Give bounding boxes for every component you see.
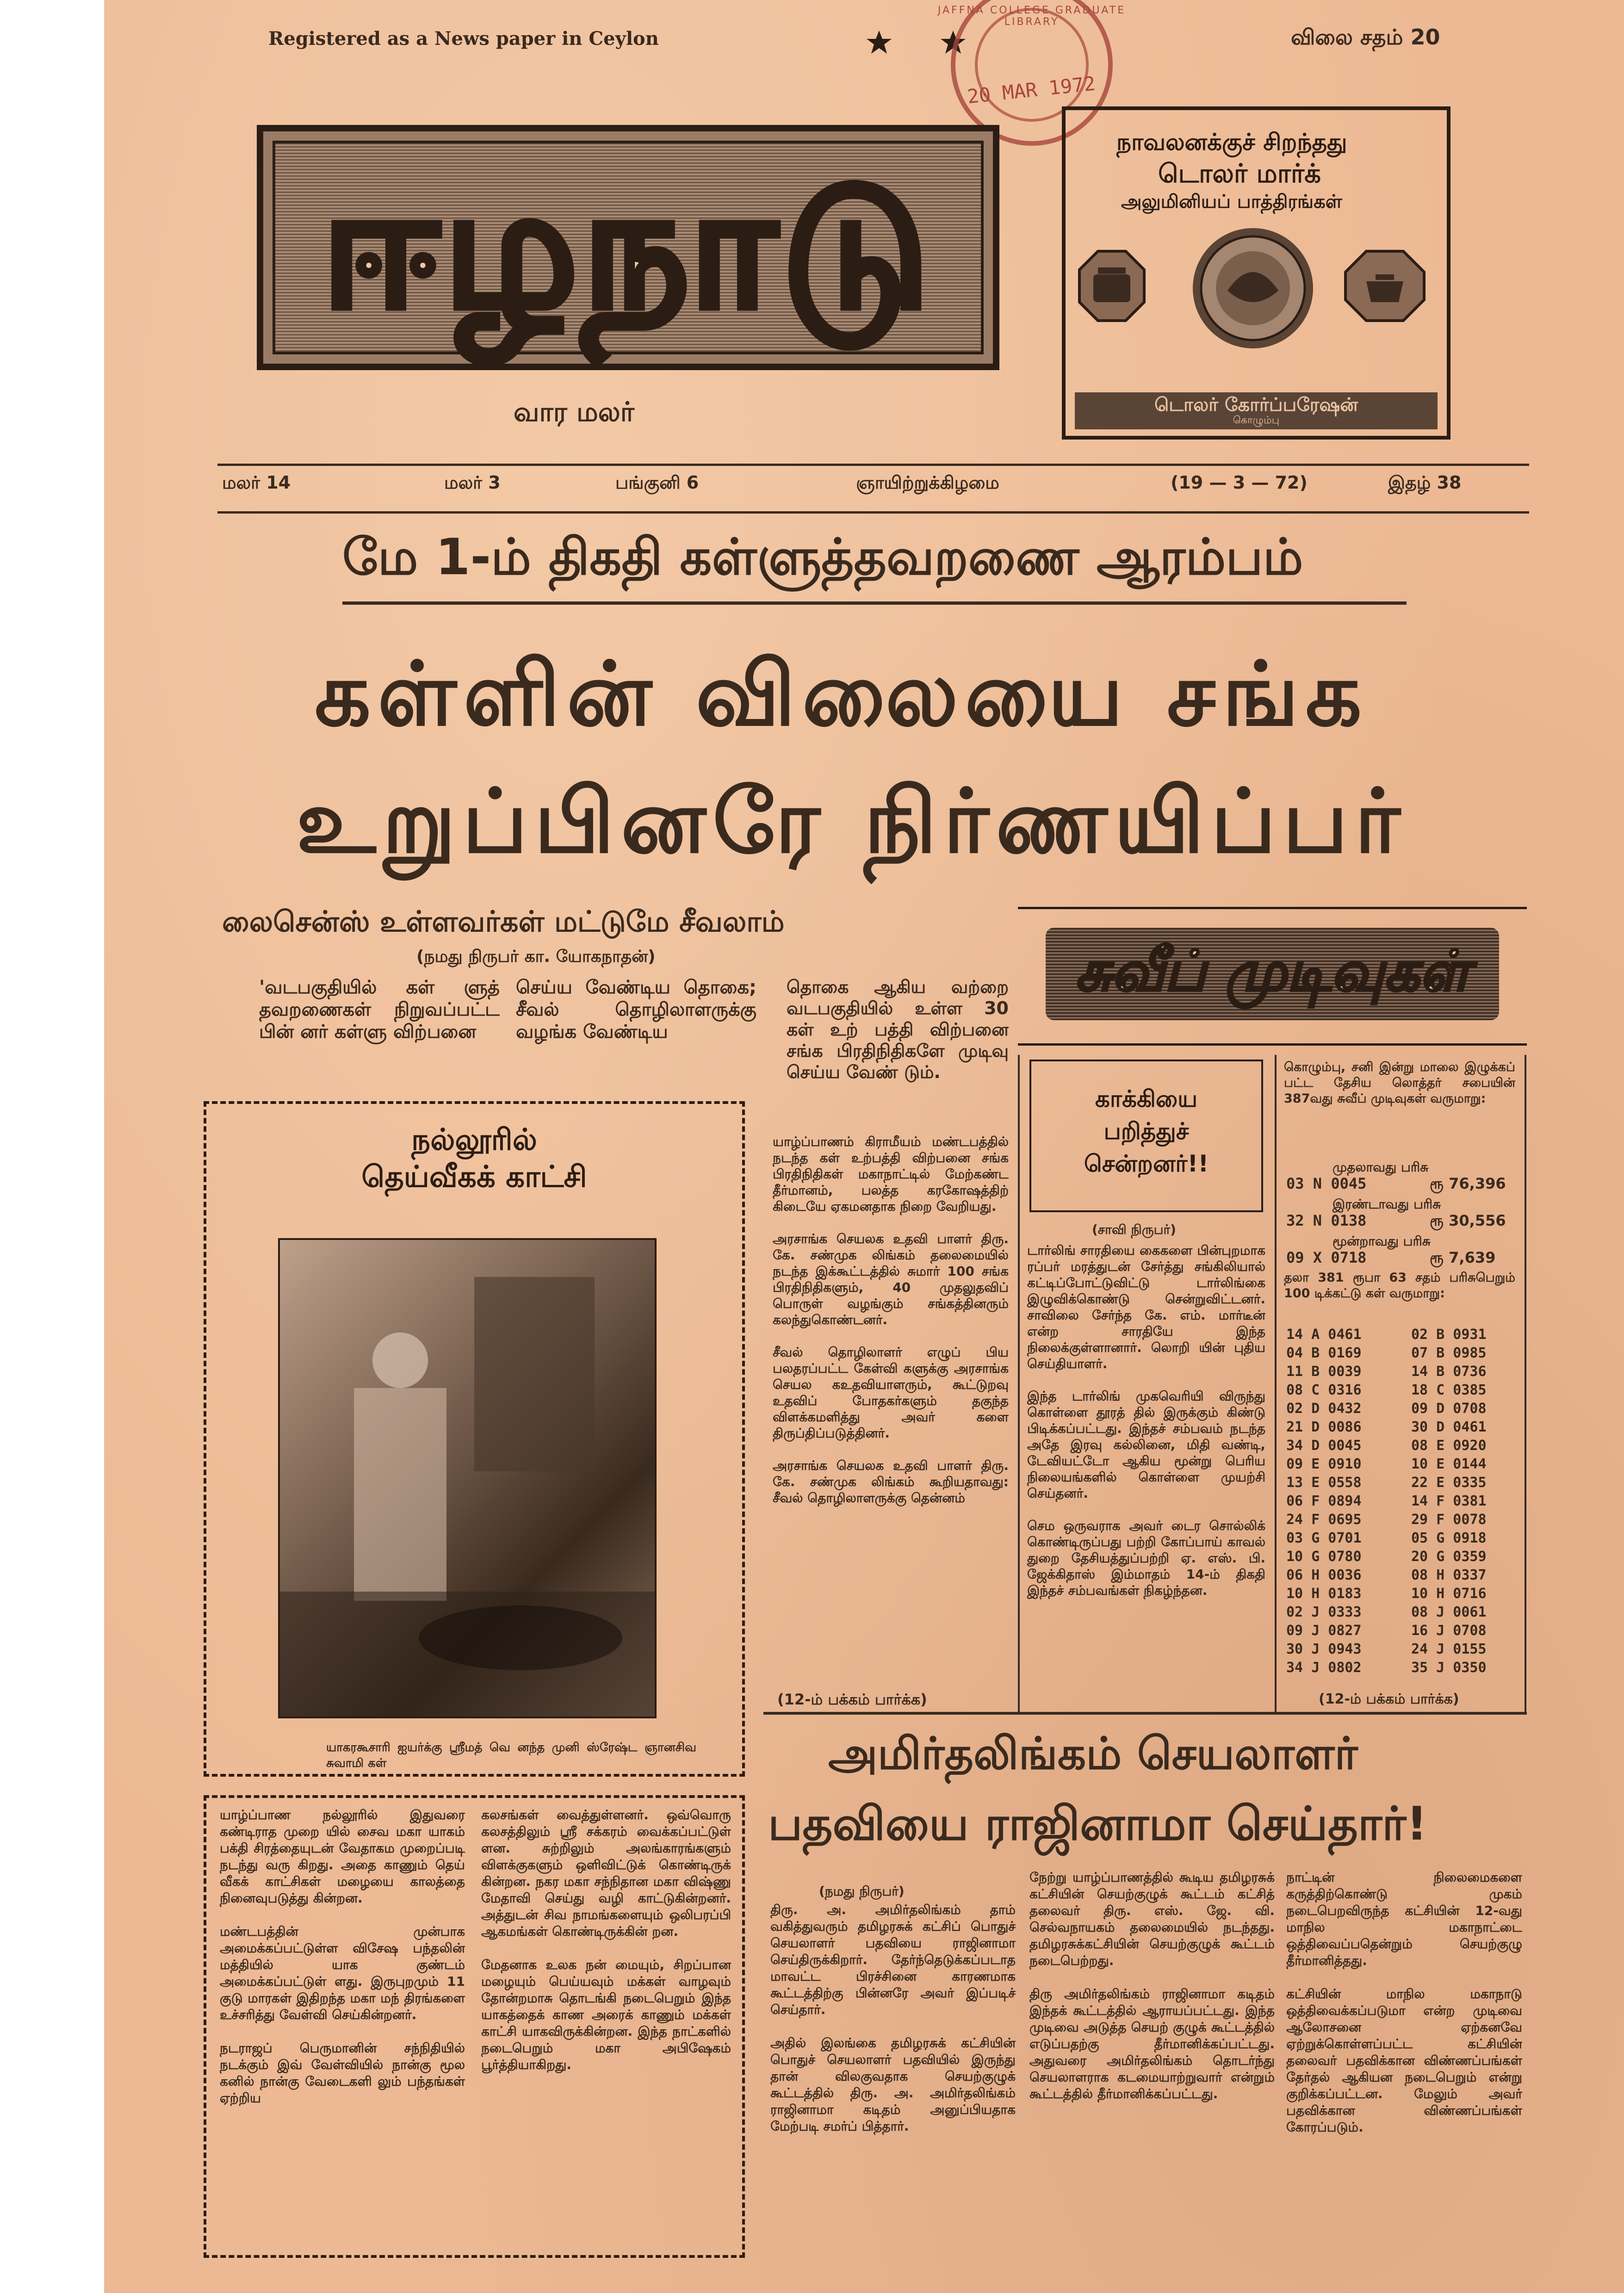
first-prize-label: முதலாவது பரிசு (1333, 1159, 1429, 1175)
winner-number: 02 D 0432 (1286, 1401, 1362, 1417)
dateline-top-rule (217, 464, 1529, 466)
winner-number: 02 J 0333 (1286, 1604, 1362, 1620)
winner-number: 24 F 0695 (1286, 1512, 1362, 1528)
robbery-title-line3: சென்றனர்!! (1084, 1150, 1209, 1177)
winner-number: 24 J 0155 (1411, 1641, 1487, 1657)
winner-row (1286, 1585, 1518, 1603)
winner-number: 21 D 0086 (1286, 1419, 1362, 1435)
dateline-month: பங்குனி 6 (615, 472, 699, 493)
column-rule-left (1018, 1055, 1020, 1712)
winner-number: 30 J 0943 (1286, 1641, 1362, 1657)
winner-number: 13 E 0558 (1286, 1475, 1362, 1491)
winner-number: 02 B 0931 (1411, 1326, 1487, 1343)
winner-number: 09 J 0827 (1286, 1623, 1362, 1639)
sweep-continued: (12-ம் பக்கம் பார்க்க) (1319, 1691, 1459, 1707)
winner-number: 10 H 0716 (1411, 1586, 1487, 1602)
robbery-title-line1: காக்கியை (1095, 1085, 1198, 1112)
winner-number: 06 F 0894 (1286, 1493, 1362, 1509)
dateline-malar: மலர் 14 (222, 472, 291, 493)
second-prize-number: 32 N 0138 (1286, 1212, 1367, 1229)
kicker-headline: மே 1-ம் திகதி கள்ளுத்தவறணை ஆரம்பம் (342, 528, 1303, 586)
first-prize-number: 03 N 0045 (1286, 1175, 1367, 1192)
winner-number: 14 F 0381 (1411, 1493, 1487, 1509)
winner-row (1286, 1548, 1518, 1566)
winner-number: 08 C 0316 (1286, 1382, 1362, 1398)
winner-row (1286, 1511, 1518, 1529)
winner-number: 08 H 0337 (1411, 1567, 1487, 1583)
registered-notice: Registered as a News paper in Ceylon (268, 28, 659, 50)
winner-number: 10 H 0183 (1286, 1586, 1362, 1602)
winner-row (1286, 1640, 1518, 1659)
main-headline-line1: கள்ளின் விலையை சங்க (315, 642, 1369, 745)
winner-row (1286, 1344, 1518, 1363)
winner-row (1286, 1418, 1518, 1437)
winner-row (1286, 1326, 1518, 1344)
stamp-date: 20 MAR 1972 (966, 72, 1097, 108)
winner-row (1286, 1400, 1518, 1418)
winner-number: 35 J 0350 (1411, 1660, 1487, 1676)
winner-number: 20 G 0359 (1411, 1549, 1487, 1565)
winner-number: 06 H 0036 (1286, 1567, 1362, 1583)
amir-headline-line2: பதவியை ராஜினாமா செய்தார்! (768, 1797, 1427, 1851)
winner-number: 22 E 0335 (1411, 1475, 1487, 1491)
amir-headline-line1: அமிர்தலிங்கம் செயலாளர் (828, 1728, 1358, 1779)
winner-row (1286, 1363, 1518, 1381)
winner-row (1286, 1492, 1518, 1511)
third-prize-amount: ரூ 7,639 (1430, 1249, 1496, 1266)
amir-top-rule (763, 1712, 1527, 1715)
main-headline-line2: உறுப்பினரே நிர்ணயிப்பர் (296, 769, 1407, 873)
kicker-rule (342, 601, 1407, 605)
dollar-ad (1062, 106, 1450, 440)
winner-number: 09 D 0708 (1411, 1401, 1487, 1417)
second-prize-label: இரண்டாவது பரிசு (1333, 1196, 1441, 1212)
sweep-header: சுவீப் முடிவுகள் (1075, 939, 1470, 1004)
ad-line1: நாவலனக்குச் சிறந்தது (1116, 129, 1347, 155)
winner-row (1286, 1381, 1518, 1400)
third-prize-label: மூன்றாவது பரிசு (1333, 1233, 1431, 1249)
winner-number: 30 D 0461 (1411, 1419, 1487, 1435)
left-story-col2: கலசங்கள் வைத்துள்ளனர். ஒவ்வொரு கலசத்திலும் ஸ்ரீ சக்கரம் வைக்கப்பட்டுள் ளன. சுற்றிலும் அலங்காரங்களும் விளக்குகளும் ஒளிவிட்டுக் கொண்டிருக் கின்றன. நகர மகா சந்நிதான மகா விஷ்ணு மேதாவி செய்து வழி காட்டுகின்றனர். அத்துடன் சிவ நாமங்களையும் ஒலிபரப்பி ஆகமங்கள் கொண்டிருக்கின் றன. மேதனாக உலக நன் மையும், சிறப்பான மழையும் பெய்யவும் மக்கள் வாழவும் தோன்றமாசு தொடங்கி நடைபெறும் இந்த யாகத்தைக் காண அரைக் காணும் மக்கள் காட்சி யாகவிருக்கின்றன. இந்த நாட்களில் நடைபெறும் மகா அபிஷேகம் பூர்த்தியாகிறது. (481, 1807, 731, 2072)
lead-col2: செய்ய வேண்டிய தொகை; சீவல் தொழிலாளருக்கு வழங்க வேண்டிய (516, 977, 756, 1042)
photo-box (204, 1101, 745, 1777)
winner-number: 14 B 0736 (1411, 1363, 1487, 1380)
winner-row (1286, 1603, 1518, 1622)
second-prize-amount: ரூ 30,556 (1430, 1212, 1506, 1229)
left-story-col1: யாழ்ப்பாண நல்லூரில் இதுவரை கண்டிராத முறை யில் சைவ மகா யாகம் பக்தி சிரத்தையுடன் வேதாகம முறைப்படி நடந்து வரு கிறது. அதை காணும் தெய் வீகக் காட்சிகள் மழையை காலத்தை நினைவுபடுத்து கின்றன. மண்டபத்தின் முன்பாக அமைக்கப்பட்டுள்ள விசேஷ பந்தலின் மத்தியில் யாக குண்டம் அமைக்கப்பட்டுள் ளது. இருபுறமும் 11 குடு மாரகள் இதிறந்த மகா மந் திரங்களை உச்சரித்து வேள்வி செய்கின்றனர். நடராஜப் பெருமானின் சந்நிதியில் நடக்கும் இவ் வேள்வியில் நான்கு மூல கனில் நான்கு வேடைகளி லும் பந்தங்கள் ஏற்றிய (220, 1807, 465, 2106)
sweep-header-frame (1018, 907, 1527, 1046)
dateline-bottom-rule (217, 511, 1529, 514)
winner-number: 05 G 0918 (1411, 1530, 1487, 1546)
stamp-text: JAFFNA COLLEGE GRADUATE LIBRARY (937, 5, 1126, 28)
winner-number: 11 B 0039 (1286, 1363, 1362, 1380)
lead-col1: 'வடபகுதியில் கள் ளுத் தவறணைகள் நிறுவப்பட்ட பின் னர் கள்ளு விற்பனை (259, 977, 500, 1042)
lead-byline: (நமது நிருபர் கா. யோகநாதன்) (416, 947, 656, 966)
masthead-title: ஈழநாடு (322, 149, 935, 345)
winner-number: 04 B 0169 (1286, 1345, 1362, 1361)
ritual-photo (278, 1238, 657, 1718)
winner-row (1286, 1622, 1518, 1640)
winner-number: 08 E 0920 (1411, 1438, 1487, 1454)
third-prize-number: 09 X 0718 (1286, 1249, 1367, 1266)
ad-footer-band (1075, 392, 1438, 429)
sweep-intro: கொழும்பு, சனி இன்று மாலை இழுக்கப் பட்ட தேசிய லொத்தர் சபையின் 387வது சுவீப் முடிவுகள் வருமாறு: (1284, 1060, 1515, 1106)
amir-col1: திரு. அ. அமிர்தலிங்கம் தாம் வகித்துவரும் தமிழரசுக் கட்சிப் பொதுச் செயலாளர் பதவியை ராஜினாமா செய்திருக்கிறார். தேர்ந்தெடுக்கப்படாத மாவட்ட பிரச்சினை காரணமாக கூட்டத்திற்கு பின்னரே அவர் இப்படிச் செய்தார். அதில் இலங்கை தமிழரசுக் கட்சியின் பொதுச் செயலாளர் பதவியில் இருந்து தான் விலகுவதாக செயற்குழுக் கூட்டத்தில் திரு. அ. அமிர்தலிங்கம் ராஜினாமா கடிதம் அனுப்பியதாக மேற்படி சமர்ப் பித்தார். (770, 1902, 1016, 2134)
dollar-coin-icon (1190, 226, 1315, 353)
winner-row (1286, 1566, 1518, 1585)
dateline-date: (19 — 3 — 72) (1171, 472, 1308, 493)
price-label: விலை சதம் 20 (1291, 25, 1440, 50)
photo-caption: யாகரகூசாரி ஐயர்க்கு ஸ்ரீமத் வெ னந்த முனி ஸ்ரேஷ்ட ஞானசிவ சுவாமி கள் (326, 1741, 696, 1770)
winner-number: 16 J 0708 (1411, 1623, 1487, 1639)
photo-title-line1: நல்லூரில் (411, 1123, 537, 1157)
amir-col3: நாட்டின் நிலைமைகளை கருத்திற்கொண்டு முகம் நடைபெறவிருந்த கட்சியின் 12-வது மாநில மகாநாட்டை ஒத்திவைப்பதென்றும் செயற்குழு தீர்மானித்தது. கட்சியின் மாநில மகாநாடு ஒத்திவைக்கப்படுமா என்ற முடிவை ஆலோசனை ஏற்கனவே ஏற்றுக்கொள்ளப்பட்ட கட்சியின் தலைவர் பதவிக்கான விண்ணப்பங்கள் தேர்தல் ஆகியன நடைபெறும் என்று குறிக்கப்பட்டன. மேலும் அவர் பதவிக்கான விண்ணப்பங்கள் கோரப்படும். (1286, 1870, 1522, 2135)
winner-row (1286, 1659, 1518, 1677)
lead-col3: தொகை ஆகிய வற்றை வடபகுதியில் உள்ள 30 கள் உற் பத்தி விற்பனை சங்க பிரதிநிதிகளே முடிவு செய்ய வேண் டும். (787, 977, 1009, 1082)
winner-row (1286, 1529, 1518, 1548)
winner-number: 34 D 0045 (1286, 1438, 1362, 1454)
amir-byline: (நமது நிருபர்) (819, 1884, 905, 1899)
ad-footer: டொலர் கோர்ப்பரேஷன் (1154, 394, 1358, 415)
ad-line2: டொலர் மார்க் (1158, 159, 1321, 189)
sweep-header-banner (1046, 928, 1499, 1020)
robbery-byline: (சாவி நிருபர்) (1092, 1222, 1176, 1237)
winner-number: 09 E 0910 (1286, 1456, 1362, 1472)
other-prizes-note: தலா 381 ரூபா 63 சதம் பரிசுபெறும் 100 டிக்கட்டு கள் வருமாறு: (1284, 1270, 1515, 1301)
kettle-icon (1343, 249, 1426, 325)
masthead-title-box (257, 125, 999, 370)
winner-number: 34 J 0802 (1286, 1660, 1362, 1676)
pot-icon (1077, 249, 1147, 325)
winner-number: 03 G 0701 (1286, 1530, 1362, 1546)
winner-row (1286, 1455, 1518, 1474)
lead-col3-continued: யாழ்ப்பாணம் கிராமீயம் மண்டபத்தில் நடந்த கள் உற்பத்தி விற்பனை சங்க பிரதிநிதிகள் மகாநாட்டில் மேற்கண்ட தீர்மானம், பலத்த கரகோஷத்திற் கிடையே ஏகமனதாக நிறை வேறியது. அரசாங்க செயலக உதவி பாளர் திரு. கே. சண்முக லிங்கம் தலைமையில் நடந்த இக்கூட்டத்தில் சுமார் 100 சங்க பிரதிநிதிகளும், 40 முதலுதவிப் பொருள் வழங்கும் சங்கத்தினரும் கலந்துகொண்டனர். சீவல் தொழிலாளர் எழுப் பிய பலதரப்பட்ட கேள்வி களுக்கு அரசாங்க செயல கஉதவியாளரும், கூட்டுறவு உதவிப் போதகர்களும் தகுந்த விளக்கமளித்து அவர் களை திருப்திப்படுத்தினர். அரசாங்க செயலக உதவி பாளர் திரு. கே. சண்முக லிங்கம் கூறியதாவது: சீவல் தொழிலாளருக்கு தென்னம் (773, 1134, 1009, 1506)
amir-col2: நேற்று யாழ்ப்பாணத்தில் கூடிய தமிழரசுக் கட்சியின் செயற்குழுக் கூட்டம் கட்சித் தலைவர் திரு. எஸ். ஜே. வி. செல்வநாயகம் தலைமையில் நடந்தது. தமிழரசுக்கட்சியின் செயற்குழுக் கூட்டம் நடைபெற்றது. திரு அமிர்தலிங்கம் ராஜினாமா கடிதம் இந்தக் கூட்டத்தில் ஆராயப்பட்டது. இந்த முடிவை அடுத்த செயற் குழுக் கூட்டத்தில் எடுப்பதற்கு தீர்மானிக்கப்பட்டது. அதுவரை அமிர்தலிங்கம் தொடர்ந்து செயலாளராக கடமையாற்றுவார் என்றும் கூட்டத்தில் தீர்மானிக்கப்பட்டது. (1029, 1870, 1275, 2101)
winner-row (1286, 1474, 1518, 1492)
winner-number: 10 E 0144 (1411, 1456, 1487, 1472)
winner-number: 18 C 0385 (1411, 1382, 1487, 1398)
star-icon (865, 29, 893, 56)
robbery-title-box (1029, 1060, 1263, 1212)
dateline-issue: இதழ் 38 (1388, 472, 1462, 493)
ad-footer-small: கொழும்பு (1233, 415, 1280, 426)
robbery-body: டார்லிங் சாரதியை கைகளை பின்புறமாக ரப்பர் மரத்துடன் சேர்த்து சங்கிலியால் கட்டிப்போட்டுவிட்டு டார்லிங்கை இழுவிக்கொண்டு சென்றுவிட்டனர். சாவிலை சேர்ந்த கே. எம். மார்டீன் என்ற சாரதியே இந்த நிலைக்குள்ளானார். லொறி யின் புதிய செய்தியாளர். இந்த டார்லிங் முகவெரியி விருந்து கொள்ளை தூரத் தில் இருக்கும் கிண்டு பிடிக்கப்பட்டது. இந்தச் சம்பவம் நடந்த அதே இரவு கல்லினை, மிதி வண்டி, டேவியட்டோ ஆகிய மூன்று பெரிய நிலையங்களில் கொள்ளை முயற்சி செய்தனர். செம ஒருவராக அவர் டைர சொல்லிக் கொண்டிருப்பது பற்றி கோப்பாய் காவல் துறை தேசியத்துப்பற்றி ஏ. எஸ். பி. ஜேக்கிதாஸ் இம்மாதம் 14-ம் திகதி இந்தச் சம்பவங்கள் நிகழ்ந்தன. (1027, 1243, 1265, 1598)
winner-row (1286, 1437, 1518, 1455)
winner-number: 07 B 0985 (1411, 1345, 1487, 1361)
masthead-subtitle: வார மலர் (514, 396, 635, 428)
dateline-day: ஞாயிற்றுக்கிழமை (856, 472, 999, 493)
first-prize-amount: ரூ 76,396 (1430, 1175, 1506, 1192)
dateline-ithazh: மலர் 3 (444, 472, 501, 493)
photo-title-line2: தெய்வீகக் காட்சி (361, 1160, 587, 1194)
ad-line3: அலுமினியப் பாத்திரங்கள் (1121, 191, 1342, 212)
winner-number: 29 F 0078 (1411, 1512, 1487, 1528)
winner-number: 08 J 0061 (1411, 1604, 1487, 1620)
column-rule-mid (1275, 1055, 1277, 1712)
winner-number: 10 G 0780 (1286, 1549, 1362, 1565)
lead-continued: (12-ம் பக்கம் பார்க்க) (777, 1691, 927, 1708)
column-rule-right (1525, 1055, 1526, 1712)
winner-number: 14 A 0461 (1286, 1326, 1362, 1343)
robbery-title-line2: பறித்துச் (1103, 1118, 1189, 1145)
sub-headline: லைசென்ஸ் உள்ளவர்கள் மட்டுமே சீவலாம் (222, 905, 785, 938)
